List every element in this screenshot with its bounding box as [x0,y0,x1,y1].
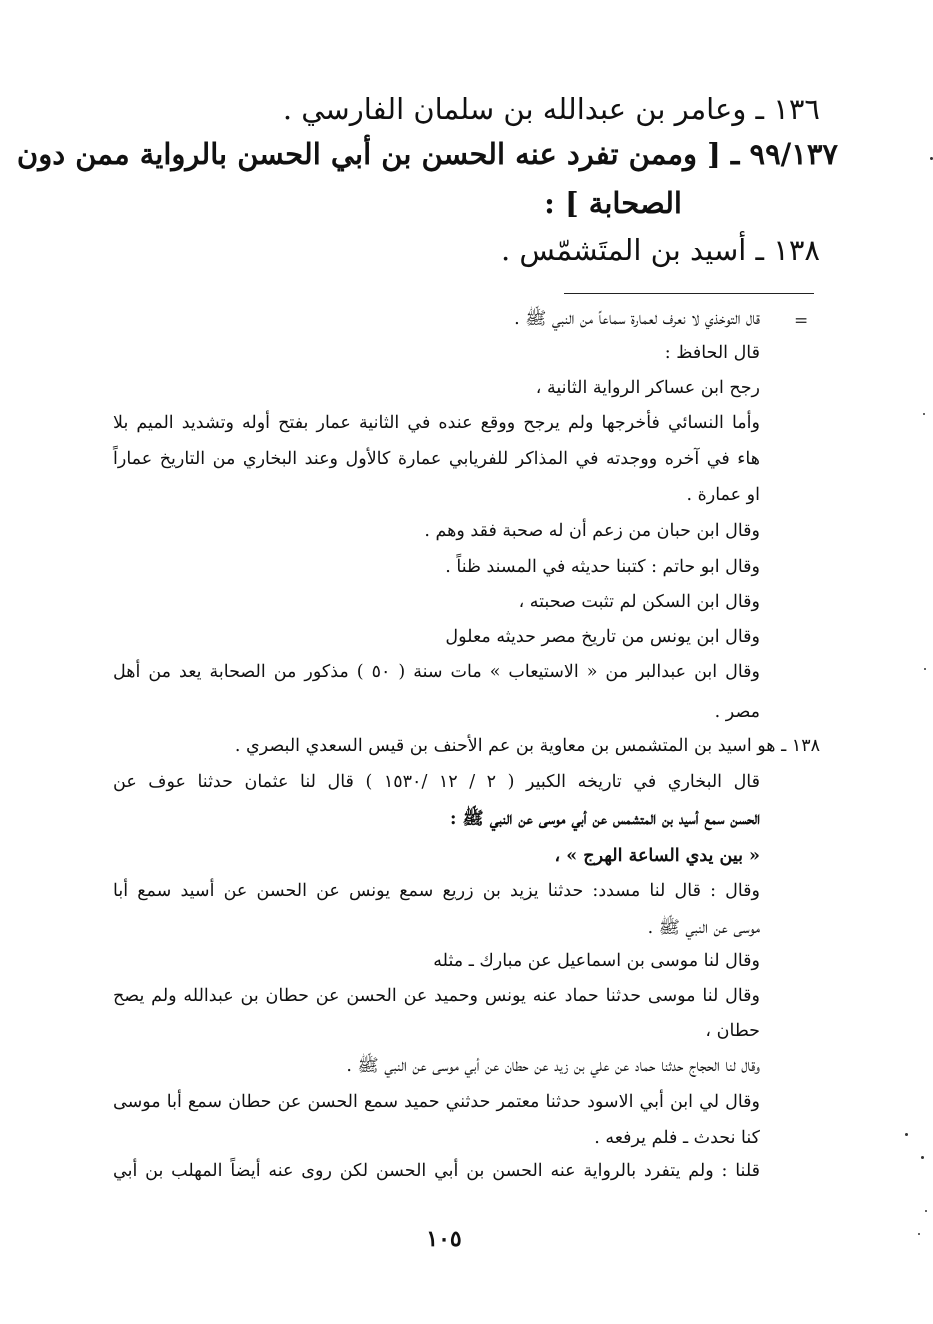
footnote-line: وأما النسائي فأخرجها ولم يرجح ووقع عنده في الثانية عمار بفتح أوله وتشديد الميم بلا [113,413,760,433]
footnote-line: كنا نحدث ـ فلم يرفعه . [594,1128,760,1148]
footnote-separator [564,293,814,294]
footnote-line: او عمارة . [686,485,760,505]
footnote-line: وقال ابن عبدالبر من « الاستيعاب » مات سنة ( ٥٠ ) مذكور من الصحابة يعد من أهل [113,662,761,682]
scan-speck [923,413,925,415]
footnote-line: وقال لنا الحجاج حدثنا حماد عن علي بن زيد عن حطان عن أبي موسى عن النبي ﷺ . [346,1056,760,1076]
footnote-line: وقال ابن حبان من زعم أن له صحبة فقد وهم . [424,521,760,541]
footnote-line: ١٣٨ ـ هو اسيد بن المتشمس بن معاوية بن عم الأحنف بن قيس السعدي البصري . [234,736,820,756]
scan-speck [921,1156,924,1159]
scan-speck [925,1210,927,1212]
entry-138: ١٣٨ ـ أسيد بن المتَشمّس . [500,233,820,267]
footnote-line: وقال : قال لنا مسدد: حدثنا يزيد بن زريع سمع يونس عن الحسن عن أسيد سمع أبا [113,881,760,901]
footnote-line: قال التوخذي لا نعرف لعمارة سماعاً من النبي ﷺ . [514,309,760,329]
page-number: ١٠٥ [426,1226,462,1252]
footnote-line: رجح ابن عساكر الرواية الثانية ، [535,378,760,398]
footnote-line: وقال لنا موسى بن اسماعيل عن مبارك ـ مثله [433,951,760,971]
footnote-line: قال البخاري في تاريخه الكبير ( ٢ / ١٢ /١٥٣٠ ) قال لنا عثمان حدثنا عوف عن [113,772,760,792]
footnote-line: وقال لنا موسى حدثنا حماد عنه يونس وحميد عن الحسن عن حطان بن عبدالله ولم يصح [113,986,760,1006]
footnote-line: وقال ابو حاتم : كتبنا حديثه في المسند ظناً . [445,557,760,577]
scan-speck [918,1233,920,1235]
entry-137-line-2: الصحابة ] : [544,186,682,220]
footnote-line: هاء في آخره ووجدته في المذاكر للفريابي عمارة كالأول وعند البخاري من التاريخ عماراً [113,449,760,469]
footnote-line: موسى عن النبي ﷺ . [647,918,760,938]
scan-speck [924,668,926,670]
footnote-line: وقال ابن يونس من تاريخ مصر حديثه معلول [445,627,760,647]
scan-speck [905,1133,908,1136]
footnote-line: مصر . [714,702,760,722]
footnote-line: « بين يدي الساعة الهرج » ، [554,846,760,866]
footnote-line: وقال ابن السكن لم تثبت صحبته ، [518,592,760,612]
footnote-continuation-mark: = [794,311,809,331]
footnote-line: قلنا : ولم يتفرد بالرواية عنه الحسن بن أبي الحسن لكن روى عنه أيضاً المهلب بن أبي [113,1161,760,1181]
footnote-line: الحسن سمع أسيد بن المتشمس عن أبي موسى عن النبي ﷺ : [449,809,760,829]
footnote-line: قال الحافظ : [664,343,760,363]
entry-136: ١٣٦ ـ وعامر بن عبدالله بن سلمان الفارسي . [282,92,820,126]
entry-137-line-1: ٩٩/١٣٧ ـ [ وممن تفرد عنه الحسن بن أبي الحسن بالرواية ممن دون [16,137,838,171]
footnote-line: حطان ، [705,1021,760,1041]
footnote-line: وقال لي ابن أبي الاسود حدثنا معتمر حدثني حميد سمع الحسن عن حطان سمع أبا موسى [113,1092,760,1112]
